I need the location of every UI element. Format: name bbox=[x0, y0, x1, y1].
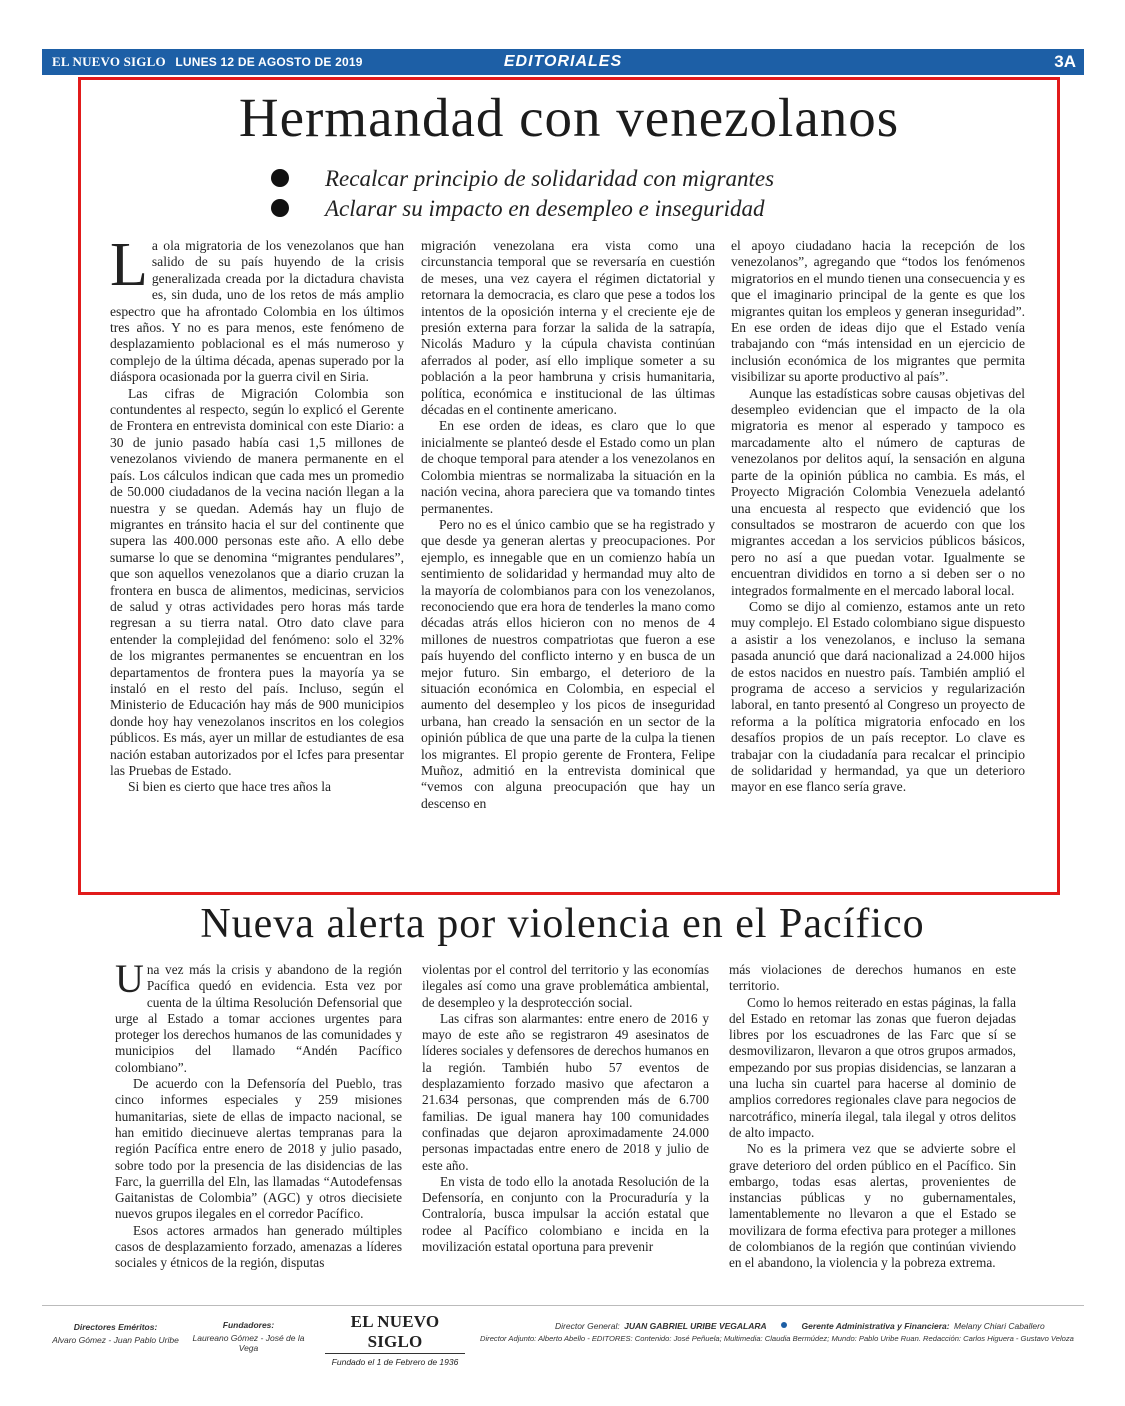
editorial-1-column-1 bbox=[110, 238, 404, 883]
drop-cap: U bbox=[115, 956, 144, 1001]
paragraph-text: a ola migratoria de los venezolanos que han salido de su país huyendo de la crisis generalizada creada por la dictadura chavista es, sin duda, uno de los retos de más amplio espectro que ha afrontado Colombia en los últimos tres años. Y no es para menos, este fenómeno de desplazamiento poblacional es el más numeroso y complejo de la última década, apenas superado por la diáspora ocasionada por la guerra civil en Siria. bbox=[110, 238, 404, 385]
editorial-1-title: Hermandad con venezolanos bbox=[238, 87, 900, 148]
editorial-1-subtitle bbox=[271, 164, 774, 194]
footer-founders bbox=[186, 1320, 311, 1353]
paragraph: Esos actores armados han generado múltiples casos de desplazamiento forzado, amenazas a líderes sociales y étnicos de la región, disputas bbox=[115, 1222, 402, 1271]
paragraph bbox=[110, 238, 404, 386]
manager-label: Gerente Administrativa y Financiera: bbox=[801, 1321, 950, 1331]
paragraph: Si bien es cierto que hace tres años la bbox=[128, 779, 332, 795]
page-number: 3A bbox=[1054, 52, 1076, 71]
paragraph: violentas por el control del territorio y las economías ilegales así como una grave problemática ambiental, de desempleo y la desprotección social. bbox=[422, 962, 709, 1010]
paragraph: No es la primera vez que se advierte sobre el grave deterioro del orden público en el Pacífico. Sin embargo, todas esas alertas, provenientes de instancias públicas y no gubernamentales, lamentablemente no llevaron a que el Estado se movilizara de forma efectiva para proteger a millones de colombianos de la región que continúan viviendo en el abandono, la violencia y la pobreza extrema. bbox=[729, 1141, 1016, 1271]
drop-cap: L bbox=[110, 238, 148, 299]
paragraph: Pero no es el único cambio que se ha registrado y que desde ya generan alertas y preocupaciones. Por ejemplo, es innegable que en un comienzo había un sentimiento de solidaridad y hermandad muy alto de la mayoría de colombianos para con los venezolanos, reconociendo que era hora de tenderles la mano como décadas atrás ellos hicieron con no menos de 4 millones de nuestros compatriotas que fueron a ese país huyendo del conflicto interno y en busca de un mejor futuro. Sin embargo, el deterioro de la situación económica en Colombia, en especial el aumento del desempleo y los picos de inseguridad urbana, han creado la sensación en un sector de la opinión pública de que una parte de la culpa la tienen los migrantes. El propio gerente de Frontera, Felipe Muñoz, admitió en la entrevista dominical que “vemos con alguna preocupación que hay un descenso en bbox=[421, 516, 715, 811]
editorial-2-column-1 bbox=[115, 956, 402, 1272]
paragraph: Aunque las estadísticas sobre causas objetivas del desempleo evidencian que el impacto de la ola migratoria es menor al esperado y tampoco es marcadamente alto el número de capturas de venezolanos por delitos aquí, la sensación en alguna parte de la opinión pública no cambia. Es más, el Proyecto Migración Colombia Venezuela adelantó una encuesta al respecto que evidenció que los consultados se mostraron de acuerdo con que los migrantes accedan a los servicios públicos básicos, pero no así a que puedan votar. Igualmente se encuentran divididos en torno a si deben ser o no integrados formalmente en el mercado laboral local. bbox=[731, 385, 1025, 598]
director-name: JUAN GABRIEL URIBE VEGALARA bbox=[624, 1321, 767, 1331]
editorial-1-columns bbox=[110, 238, 1026, 883]
paragraph: En ese orden de ideas, es claro que lo que inicialmente se planteó desde el Estado como un plan de choque temporal para atender a los venezolanos en Colombia mientras se normalizaba la situación en la nación vecina, ahora pareciera que va tomando tintes permanentes. bbox=[421, 418, 715, 516]
header-paper-name: EL NUEVO SIGLO bbox=[52, 54, 166, 69]
editorial-2-title: Nueva alerta por violencia en el Pacífico bbox=[200, 901, 925, 947]
manager-name: Melany Chiari Caballero bbox=[954, 1321, 1045, 1331]
paragraph: De acuerdo con la Defensoría del Pueblo, tras cinco informes especiales y 259 misiones humanitarias, siete de ellas de impacto nacional, se han emitido diecinueve alertas tempranas para la región Pacífica entre enero de 2018 y julio pasado, sobre todo por la presencia de las disidencias de las Farc, la guerrilla del Eln, las llamadas “Autodefensas Gaitanistas de Colombia” (AGC) y otros diecisiete nuevos grupos ilegales en el corredor Pacífico. bbox=[115, 1076, 402, 1222]
page-header-bar bbox=[42, 49, 1084, 75]
paragraph: Como se dijo al comienzo, estamos ante un reto muy complejo. El Estado colombiano sigue dispuesto a asistir a los venezolanos, e incluso la semana pasada anunció que dará nacionalizad a 24.000 hijos de estos nacidos en nuestro país. También amplió el programa de acceso a servicios y regularización laboral, en tanto presentó al Congreso un proyecto de reforma a la política migratoria enfocado en los desafíos propios de un país receptor. Lo clave es trabajar con la ciudadanía para recalcar el principio de solidaridad y hermandad, ya que un deterioro mayor en ese flanco sería grave. bbox=[731, 598, 1025, 795]
footer-emeritus bbox=[48, 1322, 183, 1345]
paragraph: Las cifras son alarmantes: entre enero de 2016 y mayo de este año se registraron 49 asesinatos de líderes sociales y defensores de derechos humanos en la región. También hubo 57 eventos de desplazamiento forzado masivo que afectaron a 21.634 personas, que comprenden más de 6.700 familias. De igual manera hay 100 comunidades confinadas que dejaron aproximadamente 24.000 personas impactadas entre enero de 2018 y julio de este año. bbox=[422, 1010, 709, 1173]
editorial-2-column-2 bbox=[422, 962, 709, 1255]
footer-divider bbox=[42, 1305, 1084, 1306]
paragraph: el apoyo ciudadano hacia la recepción de los venezolanos”, agregando que “todos los fenómenos migratorios en el mundo tienen una consecuencia y es que el imaginario principal de la gente es que los migrantes quitan los empleos y generan inseguridad”. En ese orden de ideas dijo que el Estado venía trabajando con “más intensidad en un ejercicio de inclusión económica de los migrantes que permita visibilizar su aporte productivo al país”. bbox=[731, 238, 1025, 385]
editorial-1-box bbox=[78, 77, 1060, 895]
founders-names: Laureano Gómez - José de la Vega bbox=[192, 1333, 305, 1353]
editorial-2-column-3 bbox=[729, 962, 1016, 1272]
emeritus-label: Directores Eméritos: bbox=[73, 1322, 158, 1332]
header-date: LUNES 12 DE AGOSTO DE 2019 bbox=[175, 55, 363, 69]
paragraph: migración venezolana era vista como una circunstancia temporal que se reversaría en cuestión de meses, una vez cayera el régimen dictatorial y retornara la democracia, es claro que pese a todos los intentos de la oposición interna y el creciente eje de presión externa para forzar la salida de la satrapía, Nicolás Maduro y la cúpula chavista continúan aferrados al poder, así ello implique someter a su población a la peor hambruna y crisis humanitaria, política, económica e institucional de las últimas décadas en el continente americano. bbox=[421, 238, 715, 418]
subtitle-text: Aclarar su impacto en desempleo e inseguridad bbox=[325, 196, 765, 221]
founded-date: Fundado el 1 de Febrero de 1936 bbox=[331, 1357, 459, 1367]
separator-dot-icon bbox=[781, 1322, 787, 1328]
editorial-1-column-2 bbox=[421, 238, 715, 883]
bullet-icon bbox=[271, 169, 289, 187]
footer-director-line bbox=[555, 1316, 1075, 1334]
editorial-2-columns bbox=[115, 956, 1016, 1292]
founders-label: Fundadores: bbox=[222, 1320, 275, 1330]
emeritus-names: Alvaro Gómez - Juan Pablo Uribe bbox=[52, 1335, 179, 1345]
paragraph: más violaciones de derechos humanos en este territorio. bbox=[729, 962, 1016, 994]
footer-staff: Director Adjunto: Alberto Abello - EDITORES: Contenido: José Peñuela; Multimedia: Claudia Bermúdez; Mundo: Pablo Uribe Ruan. Redacción: Carlos Higuera - Gustavo Veloza bbox=[480, 1334, 1074, 1343]
editorial-1-column-3 bbox=[731, 238, 1025, 883]
director-label: Director General: bbox=[555, 1321, 620, 1331]
paragraph: Como lo hemos reiterado en estas páginas, la falla del Estado en retomar las zonas que fueron dejadas libres por los escuadrones de las Farc que sí se desmovilizaron, llevaron a que otros grupos armados, empezando por sus propias disidencias, se lanzaran a una lucha sin cuartel para hacerse al dominio de amplios corredores regionales clave para negocios de narcotráfico, minería ilegal, tala ilegal y otros delitos de alto impacto. bbox=[729, 994, 1016, 1140]
editorial-1-subtitle bbox=[271, 194, 774, 224]
paragraph: En vista de todo ello la anotada Resolución de la Defensoría, en conjunto con la Procuraduría y la Contraloría, busca impulsar la acción estatal que rodee al Pacífico colombiano e incida en la movilización estatal oportuna para prevenir bbox=[422, 1173, 709, 1255]
footer-logo bbox=[325, 1312, 465, 1367]
paragraph bbox=[115, 956, 402, 1076]
logo-wordmark: EL NUEVO SIGLO bbox=[325, 1312, 465, 1354]
paragraph-text: na vez más la crisis y abandono de la región Pacífica quedó en evidencia. Esta vez por cuenta de la última Resolución Defensorial que urge al Estado a tomar acciones urgentes para proteger los derechos humanos de las comunidades y municipios del llamado “Andén Pacífico colombiano”. bbox=[115, 962, 402, 1075]
section-title: EDITORIALES bbox=[503, 53, 623, 70]
subtitle-text: Recalcar principio de solidaridad con migrantes bbox=[325, 166, 775, 191]
editorial-1-subtitles bbox=[271, 164, 774, 224]
bullet-icon bbox=[271, 199, 289, 217]
paragraph: Las cifras de Migración Colombia son contundentes al respecto, según lo explicó el Gerente de Frontera en entrevista dominical con este Diario: a 30 de junio pasado había casi 1,5 millones de venezolanos viviendo de manera permanente en el país. Los cálculos indican que cada mes un promedio de 50.000 ciudadanos de la vecina nación llegan a la nuestra y se quedan. Además hay un flujo de migrantes en tránsito hacia el sur del continente que supera las 400.000 personas este año. A ello debe sumarse lo que se denomina “migrantes pendulares”, que son aquellos venezolanos que a diario cruzan la frontera en busca de alimentos, medicinas, servicios de salud y otras actividades pero horas más tarde regresan a su tierra natal. Otro dato clave para entender la complejidad del fenómeno: solo el 32% de los migrantes permanentes se encuentran en los departamentos de frontera pues la mayoría ya se instaló en el resto del país. Incluso, según el Ministerio de Educación hay más de 900 municipios donde hoy hay venezolanos inscritos en los colegios públicos. Es más, ayer un millar de estudiantes de esa nación estaban autorizados por el Icfes para presentar las Pruebas de Estado. bbox=[110, 385, 404, 778]
